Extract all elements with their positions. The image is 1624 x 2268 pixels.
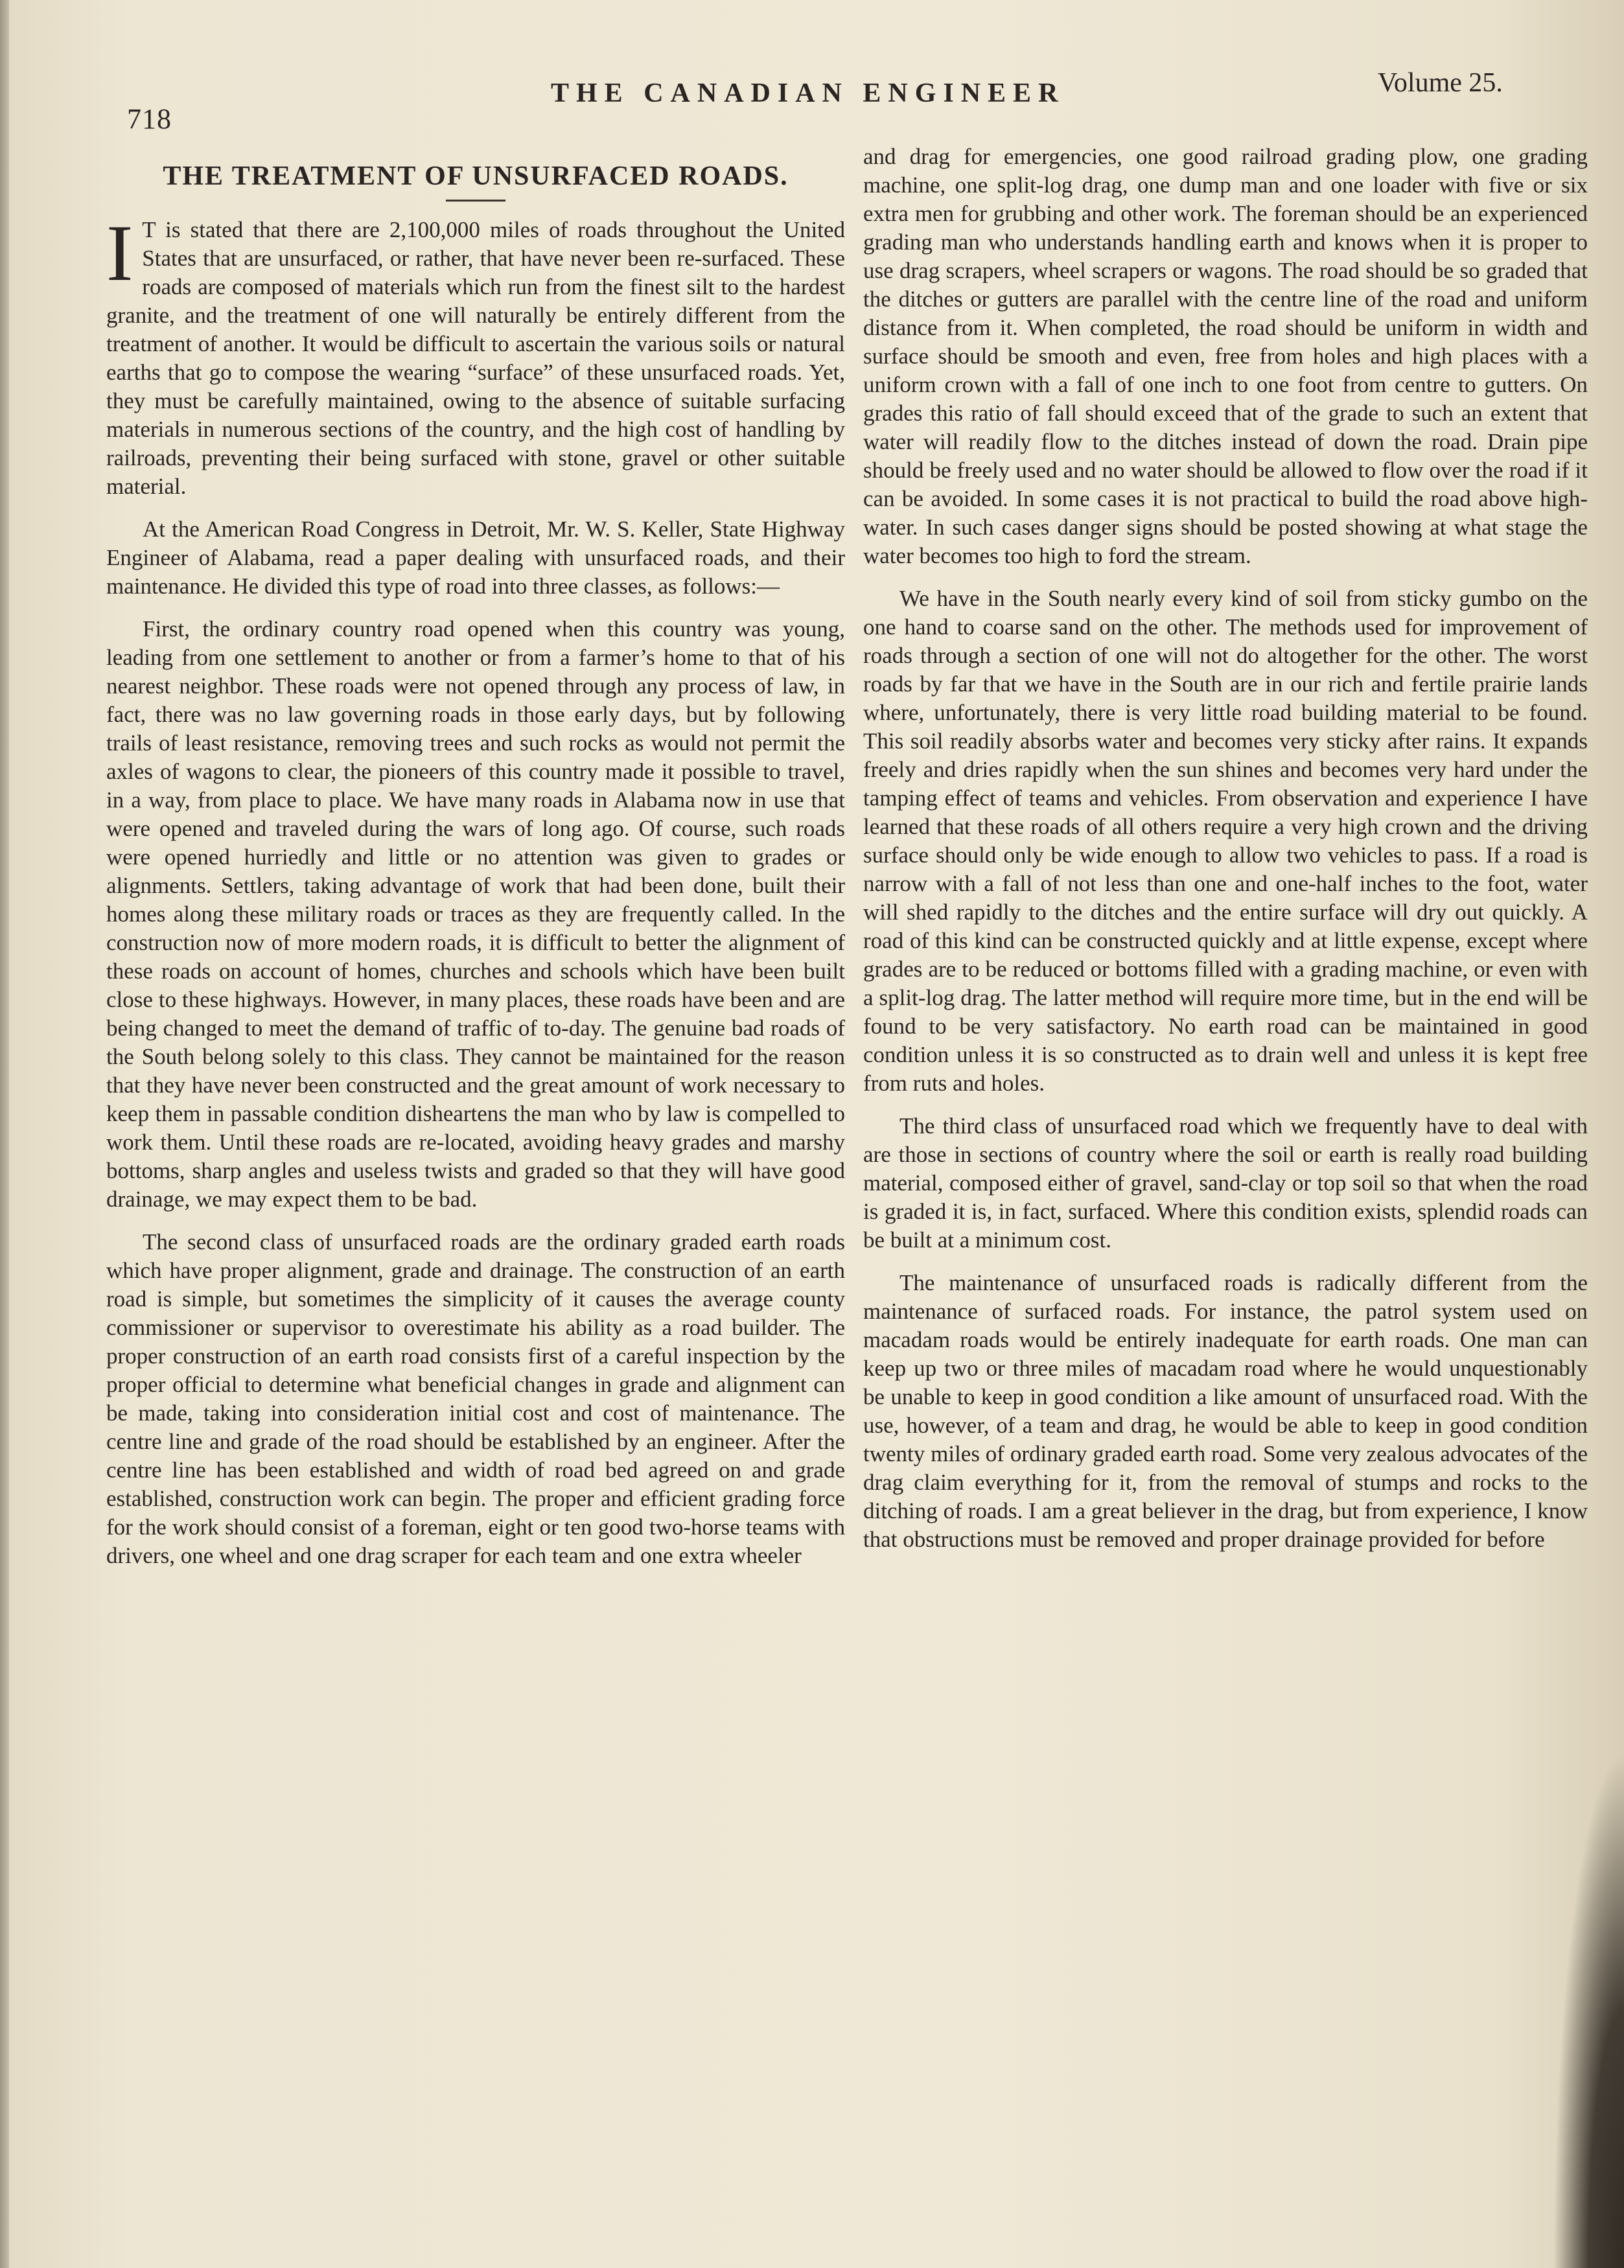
page-curl-shadow: [1553, 1750, 1624, 2268]
paragraph-second-class-continued: and drag for emergencies, one good railroad grading plow, one grading machine, one split-log drag, one dump man and one loader with five or six extra men for grubbing and other work. The foreman should be an experienced grading man who understands handling earth and knows when it is proper to use drag scrapers, wheel scrapers or wagons. The road should be so graded that the ditches or gutters are parallel with the centre line of the road and uniform distance from it. When completed, the road should be uniform in width and surface should be smooth and even, free from holes and high places with a uniform crown with a fall of one inch to one foot from centre to gutters. On grades this ratio of fall should exceed that of the grade to such an extent that water will readily flow to the ditches instead of down the road. Drain pipe should be freely used and no water should be allowed to flow over the road if it can be avoided. In some cases it is not practical to build the road above high-water. In such cases danger signs should be posted showing at what stage the water becomes too high to ford the stream.: [863, 144, 1588, 568]
paragraph-third-class: The third class of unsurfaced road which we frequently have to deal with are those in sections of country where the soil or earth is really road building material, composed either of gravel, sand-clay or top soil so that when the road is graded it is, in fact, surfaced. Where this condition exists, splendid roads can be built at a minimum cost.: [863, 1113, 1588, 1253]
title-rule: [446, 200, 505, 202]
paragraph-first-class: First, the ordinary country road opened when this country was young, leading from one settlement to another or from a farmer’s home to that of his nearest neighbor. These roads were not opened through any process of law, in fact, there was no law governing roads in those early days, but by following trails of least resistance, removing trees and such rocks as would not permit the axles of wagons to clear, the pioneers of this country made it possible to travel, in a way, from place to place. We have many roads in Alabama now in use that were opened and traveled during the wars of long ago. Of course, such roads were opened hurriedly and little or no attention was given to grades or alignments. Settlers, taking advantage of work that had been done, built their homes along these military roads or traces as they are frequently called. In the construction now of more modern roads, it is difficult to better the alignment of these roads on account of homes, churches and schools which have been built close to these highways. However, in many places, these roads have been and are being changed to meet the demand of traffic of to-day. The genuine bad roads of the South belong solely to this class. They cannot be maintained for the reason that they have never been constructed and the great amount of work necessary to keep them in passable condition disheartens the man who by law is compelled to work them. Until these roads are re-located, avoiding heavy grades and marshy bottoms, sharp angles and useless twists and graded so that they will have good drainage, we may expect them to be bad.: [106, 616, 845, 1212]
running-head: [0, 0, 1624, 156]
article-title: THE TREATMENT OF UNSURFACED ROADS.: [163, 161, 789, 191]
paragraph-intro: [106, 209, 845, 501]
paragraph-maintenance: The maintenance of unsurfaced roads is radically different from the maintenance of surfaced roads. For instance, the patrol system used on macadam roads would be entirely inadequate for earth roads. One man can keep up two or three miles of macadam road where he would unquestionably be unable to keep in good condition a like amount of unsurfaced road. With the use, however, of a team and drag, he would be able to keep in good condition twenty miles of ordinary graded earth road. Some very zealous advocates of the drag claim everything for it, from the removal of stumps and rocks to the ditching of roads. I am a great believer in the drag, but from experience, I know that obstructions must be removed and proper drainage provided for before: [863, 1270, 1588, 1552]
volume-label: Volume 25.: [1378, 68, 1503, 98]
paragraph-southern-soils: We have in the South nearly every kind of soil from sticky gumbo on the one hand to coarse sand on the other. The methods used for improvement of roads through a section of one will not do altogether for the other. The worst roads by far that we have in the South are in our rich and fertile prairie lands where, unfortunately, there is very little road building material to be found. This soil readily absorbs water and becomes very sticky after rains. It expands freely and dries rapidly when the sun shines and becomes very hard under the tamping effect of teams and vehicles. From observation and experience I have learned that these roads of all others require a very high crown and the driving surface should only be wide enough to allow two vehicles to pass. If a road is narrow with a fall of not less than one and one-half inches to the foot, water will shed rapidly to the ditches and the entire surface will dry out quickly. A road of this kind can be constructed quickly and at little expense, except where grades are to be reduced or bottoms filled with a grading machine, or even with a split-log drag. The latter method will require more time, but in the end will be found to be very satisfactory. No earth road can be maintained in good condition unless it is so constructed as to drain well and unless it is kept free from ruts and holes.: [863, 586, 1588, 1096]
drop-cap: I: [106, 209, 133, 297]
journal-title: THE CANADIAN ENGINEER: [551, 78, 1065, 108]
page-number: 718: [127, 103, 172, 135]
paragraph-second-class: The second class of unsurfaced roads are the ordinary graded earth roads which have proper alignment, grade and drainage. The construction of an earth road is simple, but sometimes the simplicity of it causes the average county commissioner or supervisor to overestimate his ability as a road builder. The proper construction of an earth road consists first of a careful inspection by the proper official to determine what beneficial changes in grade and alignment can be made, taking into consideration initial cost and cost of maintenance. The centre line and grade of the road should be established by an engineer. After the centre line has been established and width of road bed agreed on and grade established, construction work can begin. The proper and efficient grading force for the work should consist of a foreman, eight or ten good two-horse teams with drivers, one wheel and one drag scraper for each team and one extra wheeler: [106, 1229, 845, 1568]
left-column: [106, 162, 845, 1584]
binding-gutter: [0, 0, 9, 2268]
paragraph-intro-text: T is stated that there are 2,100,000 miles of roads throughout the United States that are unsurfaced, or rather, that have never been re-surfaced. These roads are composed of materials which run from the finest silt to the hardest granite, and the treatment of one will naturally be entirely different from the treatment of another. It would be difficult to ascertain the various soils or natural earths that go to compose the wearing “surface” of these unsurfaced roads. Yet, they must be carefully maintained, owing to the absence of suitable surfacing materials in numerous sections of the country, and the high cost of handling by railroads, preventing their being surfaced with stone, gravel or other suitable material.: [106, 217, 845, 499]
right-column: [863, 143, 1588, 1568]
paragraph-congress: At the American Road Congress in Detroit, Mr. W. S. Keller, State Highway Engineer of Alabama, read a paper dealing with unsurfaced roads, and their maintenance. He divided this type of road into three classes, as follows:—: [106, 516, 845, 599]
